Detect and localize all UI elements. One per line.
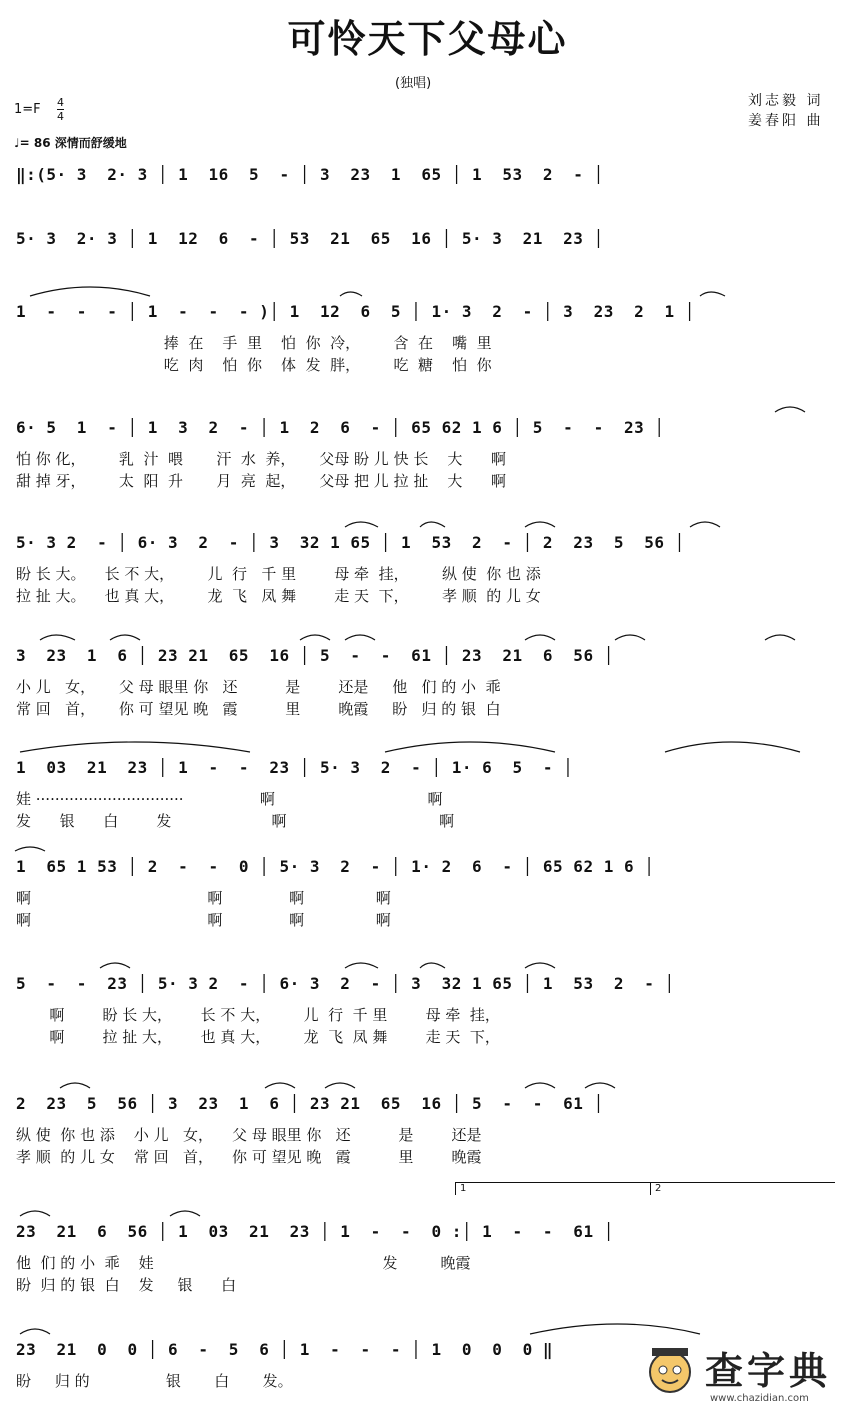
watermark-brand: 查字典	[705, 1349, 832, 1393]
notes: 3 23 1 6 │ 23 21 65 16 │ 5 - - 61 │ 23 21 6 56 │	[16, 646, 614, 665]
time-top: 4	[57, 96, 64, 109]
notes: 1 65 1 53 │ 2 - - 0 │ 5· 3 2 - │ 1· 2 6 - │ 65 62 1 6 │	[16, 857, 655, 876]
lyric-verse-2: 啊 啊 啊 啊	[16, 911, 391, 929]
watermark-url: www.chazidian.com	[710, 1393, 809, 1404]
key-signature: 1=F	[14, 102, 41, 117]
notes: 5 - - 23 │ 5· 3 2 - │ 6· 3 2 - │ 3 32 1 65 │ 1 53 2 - │	[16, 974, 675, 993]
notes: 5· 3 2 - │ 6· 3 2 - │ 3 32 1 65 │ 1 53 2 - │ 2 23 5 56 │	[16, 533, 685, 552]
lyric-verse-1: 啊 盼 长 大， 长 不 大， 儿 行 千 里 母 牵 挂，	[16, 1006, 500, 1024]
lyric-verse-1: 娃 ······························· 啊 啊	[16, 790, 443, 808]
lyric-verse-1: 捧 在 手 里 怕 你 冷， 含 在 嘴 里	[16, 334, 492, 352]
lyric-verse-2: 啊 拉 扯 大， 也 真 大， 龙 飞 凤 舞 走 天 下，	[16, 1028, 500, 1046]
notes: ‖:(5· 3 2· 3 │ 1 16 5 - │ 3 23 1 65 │ 1 53 2 - │	[16, 165, 604, 184]
notes: 23 21 0 0 │ 6 - 5 6 │ 1 - - - │ 1 0 0 0 ‖	[16, 1340, 554, 1359]
notes: 1 03 21 23 │ 1 - - 23 │ 5· 3 2 - │ 1· 6 5 - │	[16, 758, 574, 777]
lyric-verse-1: 盼 归 的 银 白 发。	[16, 1372, 293, 1390]
lyric-verse-1: 盼 长 大。 长 不 大， 儿 行 千 里 母 牵 挂， 纵 使 你 也 添	[16, 565, 541, 583]
time-bottom: 4	[57, 110, 64, 123]
lyric-verse-2: 发 银 白 发 啊 啊	[16, 812, 455, 830]
composer: 姜春阳 曲	[748, 113, 824, 129]
notes: 1 - - - │ 1 - - - )│ 1 12 6 5 │ 1· 3 2 - │ 3 23 2 1 │	[16, 302, 695, 321]
notes: 23 21 6 56 │ 1 03 21 23 │ 1 - - 0 :│ 1 - - 61 │	[16, 1222, 614, 1241]
volta-2: 2	[650, 1182, 835, 1195]
lyric-verse-1: 啊 啊 啊 啊	[16, 889, 391, 907]
notes: 6· 5 1 - │ 1 3 2 - │ 1 2 6 - │ 65 62 1 6 │ 5 - - 23 │	[16, 418, 665, 437]
mascot-icon	[640, 1338, 700, 1398]
watermark	[640, 1338, 840, 1404]
lyric-verse-2: 常 回 首， 你 可 望见 晚 霞 里 晚霞 盼 归 的 银 白	[16, 700, 501, 718]
lyric-verse-2: 吃 肉 怕 你 体 发 胖， 吃 糖 怕 你	[16, 356, 492, 374]
lyric-verse-2: 甜 掉 牙， 太 阳 升 月 亮 起， 父母 把 儿 拉 扯 大 啊	[16, 472, 507, 490]
subtitle: (独唱)	[395, 76, 432, 91]
lyric-verse-2: 拉 扯 大。 也 真 大， 龙 飞 凤 舞 走 天 下， 孝 顺 的 儿 女	[16, 587, 541, 605]
lyric-verse-2: 盼 归 的 银 白 发 银 白	[16, 1276, 237, 1294]
lyric-verse-2: 孝 顺 的 儿 女 常 回 首， 你 可 望见 晚 霞 里 晚霞	[16, 1148, 482, 1166]
lyric-verse-1: 纵 使 你 也 添 小 儿 女， 父 母 眼里 你 还 是 还是	[16, 1126, 482, 1144]
song-title: 可怜天下父母心	[287, 16, 568, 61]
lyricist: 刘志毅 词	[748, 93, 824, 109]
volta-1: 1	[455, 1182, 650, 1195]
lyric-verse-1: 怕 你 化， 乳 汁 喂 汗 水 养， 父母 盼 儿 快 长 大 啊	[16, 450, 507, 468]
lyric-verse-1: 他 们 的 小 乖 娃 发 晚霞	[16, 1254, 471, 1272]
notes: 2 23 5 56 │ 3 23 1 6 │ 23 21 65 16 │ 5 - - 61 │	[16, 1094, 604, 1113]
lyric-verse-1: 小 儿 女， 父 母 眼里 你 还 是 还是 他 们 的 小 乖	[16, 678, 501, 696]
tempo-marking: ♩= 86 深情而舒缓地	[14, 136, 127, 150]
notes: 5· 3 2· 3 │ 1 12 6 - │ 53 21 65 16 │ 5· 3 21 23 │	[16, 229, 604, 248]
